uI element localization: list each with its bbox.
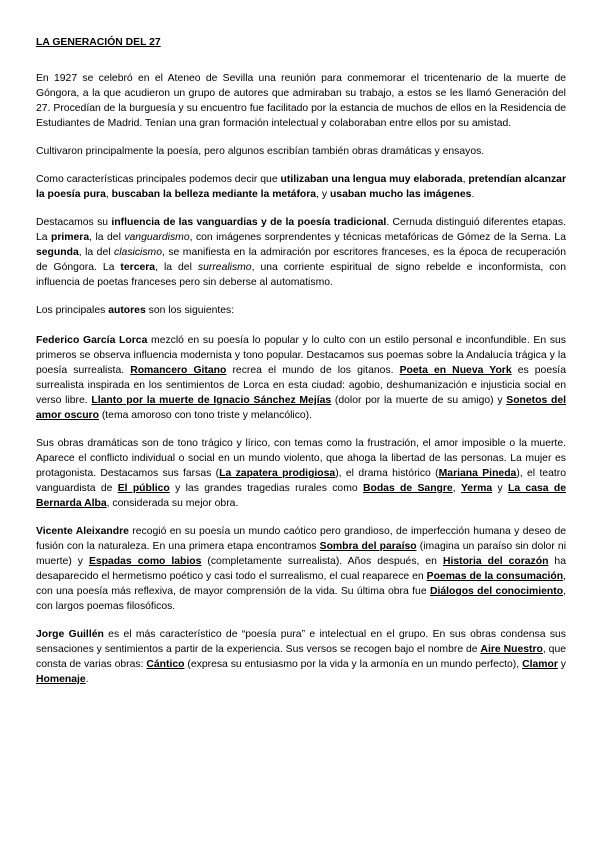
work-title: Romancero Gitano [130,365,227,376]
paragraph-origin: En 1927 se celebró en el Ateneo de Sevilla una reunión para conmemorar el tricentenario de la muerte de Góngora, a la que acudieron un grupo de autores que admiraban su trabajo, a estos se les llamó Generación del 27. Procedían de la burguesía y su encuentro fue facilitado por la estancia de muchos de ellos en la Residencia de Estudiantes de Madrid. Tenían una gran formación intelectual y colaboraban entre ellos por su amistad. [36,73,566,129]
work-title: Yerma [460,483,493,494]
work-title: Homenaje [36,674,86,685]
bold-phrase: usaban mucho las imágenes [329,189,472,200]
work-title: Espadas como labios [88,556,202,567]
work-title: Mariana Pineda [438,468,517,479]
work-title: Bodas de Sangre [362,483,453,494]
paragraph-lorca-drama: Sus obras dramáticas son de tono trágico y lírico, con temas como la frustración, el amor imposible o la muerte. Aparece el conflicto individual o social en un mundo violento, que ahoga la libertad de las personas. La mujer es protagonista. Destacamos sus farsas (La zapatera prodigiosa), el drama histórico (Mariana Pineda), el teatro vanguardista de El público y las grandes tragedias rurales como Bodas de Sangre, Yerma y La casa de Bernarda Alba, considerada su mejor obra. [36,438,567,509]
bold-phrase: segunda [36,247,79,258]
document-page [36,36,566,700]
paragraph-influences: Destacamos su influencia de las vanguardias y de la poesía tradicional. Cernuda distinguió diferentes etapas. La primera, la del vanguardismo, con imágenes sorprendentes y técnicas metafóricas de Gómez de la Serna. La segunda, la del clasicismo, se manifiesta en la admiración por escritores franceses, es la época de recuperación de Góngora. La tercera, la del surrealismo, una corriente espiritual de signo rebelde e inconformista, con influencia de poetas franceses pero sin deberse al automatismo. [36,217,567,288]
bold-phrase: autores [108,305,146,316]
bold-phrase: primera [51,232,90,243]
author-name: Federico García Lorca [36,335,148,346]
work-title: Aire Nuestro [480,644,543,655]
work-title: El público [117,483,170,494]
work-title: La zapatera prodigiosa [219,468,336,479]
work-title: Clamor [522,659,558,670]
work-title: Poemas de la consumación [426,571,564,582]
paragraph-lorca-poetry: Federico García Lorca mezcló en su poesía lo popular y lo culto con un estilo personal e inconfundible. En sus primeros se observa influencia modernista y tono popular. Destacamos sus poemas sobre la Andalucía trágica y la poesía surrealista. Romancero Gitano recrea el mundo de los gitanos. Poeta en Nueva York es poesía surrealista inspirada en los sentimientos de Lorca en esta ciudad: agobio, deshumanización e injusticia social en verso libre. Llanto por la muerte de Ignacio Sánchez Mejías (dolor por la muerte de su amigo) y Sonetos del amor oscuro (tema amoroso con tono triste y melancólico). [36,335,566,421]
work-title: Poeta en Nueva York [399,365,512,376]
italic-term: surrealismo [197,262,252,273]
paragraph-authors-intro: Los principales autores son los siguientes: [36,305,235,316]
bold-phrase: buscaban la belleza mediante la metáfora [111,189,317,200]
page-title: LA GENERACIÓN DEL 27 [36,37,161,48]
italic-term: clasicismo [114,247,162,258]
paragraph-guillen: Jorge Guillén es el más característico de “poesía pura” e intelectual en el grupo. En sus obras condensa sus sensaciones y sentimientos a partir de la experiencia. Sus versos se recogen bajo el nombre de Aire Nuestro, que consta de varias obras: Cántico (expresa su entusiasmo por la vida y la armonía en un mundo perfecto), Clamor y Homenaje. [36,629,567,685]
paragraph-characteristics: Como características principales podemos decir que utilizaban una lengua muy elaborada, pretendían alcanzar la poesía pura, buscaban la belleza mediante la metáfora, y usaban mucho las imágenes. [36,174,567,200]
work-title: Sombra del paraíso [319,541,417,552]
author-name: Vicente Aleixandre [36,526,129,537]
paragraph-genres: Cultivaron principalmente la poesía, pero algunos escribían también obras dramáticas y ensayos. [36,146,485,157]
author-name: Jorge Guillén [36,629,104,640]
work-title: Diálogos del conocimiento [429,586,564,597]
work-title: Historia del corazón [442,556,549,567]
bold-phrase: pretendían alcanzar la poesía pura [36,174,567,200]
work-title: Sonetos del amor oscuro [36,395,566,421]
bold-phrase: utilizaban una lengua muy elaborada [280,174,463,185]
bold-phrase: tercera [120,262,156,273]
work-title: Llanto por la muerte de Ignacio Sánchez Mejías [91,395,332,406]
italic-term: vanguardismo [124,232,190,243]
paragraph-aleixandre: Vicente Aleixandre recogió en su poesía un mundo caótico pero grandioso, de imperfección humana y deseo de fusión con la naturaleza. En una primera etapa encontramos Sombra del paraíso (imagina un paraíso sin dolor ni muerte) y Espadas como labios (completamente surrealista). Años después, en Historia del corazón ha desaparecido el hermetismo poético y casi todo el surrealismo, el cual reaparece en Poemas de la consumación, con una poesía más reflexiva, de mayor comprensión de la vida. Su última obra fue Diálogos del conocimiento, con largos poemas filosóficos. [36,526,567,612]
work-title: Cántico [146,659,185,670]
bold-phrase: influencia de las vanguardias y de la poesía tradicional [111,217,387,228]
work-title: La casa de Bernarda Alba [36,483,566,509]
